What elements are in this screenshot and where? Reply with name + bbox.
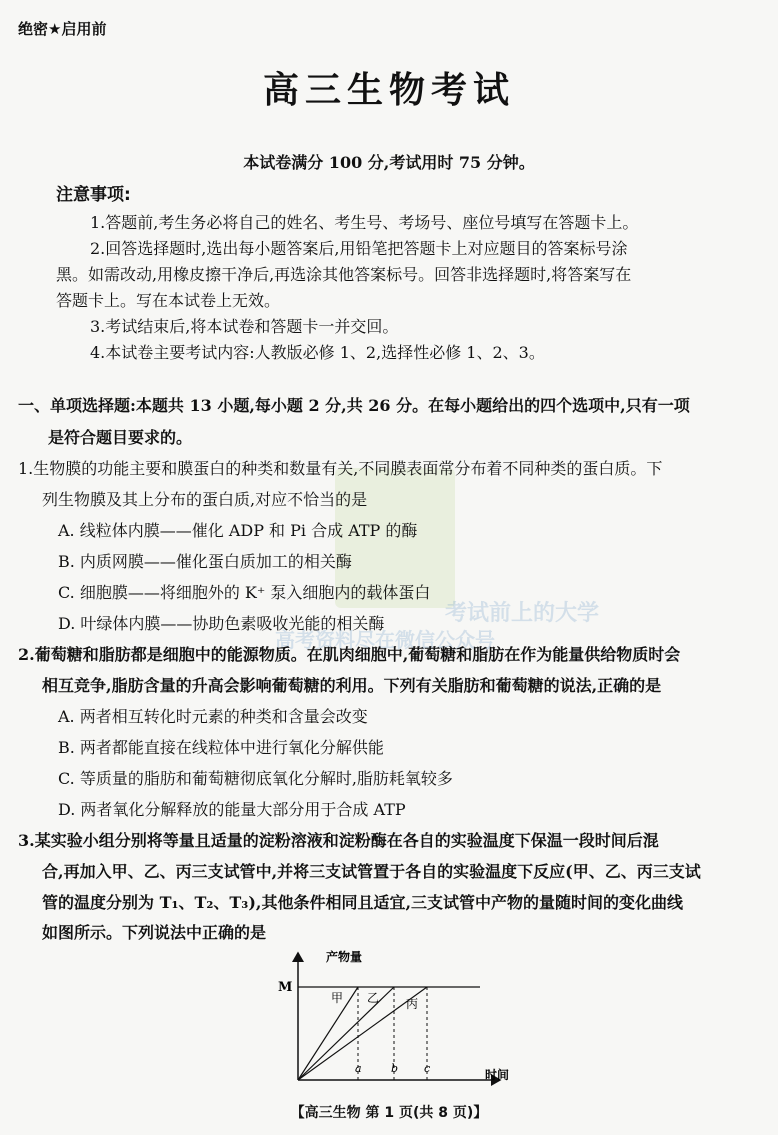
question-1-option-a: A. 线粒体内膜——催化 ADP 和 Pi 合成 ATP 的酶: [58, 521, 418, 540]
question-2-option-c: C. 等质量的脂肪和葡萄糖彻底氧化分解时,脂肪耗氧较多: [58, 769, 453, 788]
notice-item: 答题卡上。写在本试卷上无效。: [56, 291, 281, 310]
section-heading: 一、单项选择题:本题共 13 小题,每小题 2 分,共 26 分。在每小题给出的四个选项中,只有一项: [18, 396, 690, 415]
question-3-stem: 如图所示。下列说法中正确的是: [42, 923, 267, 942]
tick-label-c: c: [424, 1062, 431, 1075]
page-title: 高三生物考试: [262, 70, 515, 111]
product-time-figure: [270, 945, 530, 1090]
notice-item: 4.本试卷主要考试内容:人教版必修 1、2,选择性必修 1、2、3。: [90, 343, 545, 362]
notice-item: 3.考试结束后,将本试卷和答题卡一并交回。: [90, 317, 399, 336]
question-2-option-a: A. 两者相互转化时元素的种类和含量会改变: [58, 707, 368, 726]
exam-info: 本试卷满分 100 分,考试用时 75 分钟。: [243, 153, 535, 172]
question-2-option-b: B. 两者都能直接在线粒体中进行氧化分解供能: [58, 738, 384, 757]
y-axis-label: 产物量: [326, 950, 363, 964]
page-footer: 【高三生物 第 1 页(共 8 页)】: [290, 1105, 488, 1121]
tick-label-a: a: [355, 1062, 362, 1075]
question-2-option-d: D. 两者氧化分解释放的能量大部分用于合成 ATP: [58, 800, 406, 819]
question-1-option-b: B. 内质网膜——催化蛋白质加工的相关酶: [58, 552, 352, 571]
question-1-option-d: D. 叶绿体内膜——协助色素吸收光能的相关酶: [58, 614, 385, 633]
question-2-stem: 相互竞争,脂肪含量的升高会影响葡萄糖的利用。下列有关脂肪和葡萄糖的说法,正确的是: [42, 676, 662, 695]
curve-yi: [298, 987, 394, 1080]
curve-label-bing: 丙: [406, 997, 419, 1011]
confidential-label: 绝密★启用前: [18, 20, 107, 38]
watermark-text: 考试前上的大学: [445, 601, 600, 626]
curve-jia: [298, 987, 358, 1080]
notice-heading: 注意事项:: [56, 185, 131, 205]
question-3-stem: 3.某实验小组分别将等量且适量的淀粉溶液和淀粉酶在各自的实验温度下保温一段时间后混: [18, 831, 659, 850]
tick-label-b: b: [391, 1062, 399, 1075]
section-heading-cont: 是符合题目要求的。: [48, 428, 193, 447]
question-2-stem: 2.葡萄糖和脂肪都是细胞中的能源物质。在肌肉细胞中,葡萄糖和脂肪在作为能量供给物质时会: [18, 645, 681, 664]
question-3-stem: 管的温度分别为 T₁、T₂、T₃),其他条件相同且适宜,三支试管中产物的量随时间的变化曲线: [42, 893, 684, 912]
question-1-stem: 1.生物膜的功能主要和膜蛋白的种类和数量有关,不同膜表面常分布着不同种类的蛋白质。下: [18, 459, 663, 478]
question-1-option-c: C. 细胞膜——将细胞外的 K⁺ 泵入细胞内的载体蛋白: [58, 583, 431, 602]
curve-label-jia: 甲: [331, 991, 344, 1005]
curve-label-yi: 乙: [367, 991, 380, 1005]
watermark-text: 高考资料尽在微信公众号: [275, 628, 495, 652]
notice-item: 2.回答选择题时,选出每小题答案后,用铅笔把答题卡上对应题目的答案标号涂: [90, 239, 628, 258]
notice-item: 1.答题前,考生务必将自己的姓名、考生号、考场号、座位号填写在答题卡上。: [90, 213, 639, 232]
x-axis-label: 时间: [485, 1068, 510, 1082]
question-3-stem: 合,再加入甲、乙、丙三支试管中,并将三支试管置于各自的实验温度下反应(甲、乙、丙三支试: [42, 862, 701, 881]
notice-item: 黑。如需改动,用橡皮擦干净后,再选涂其他答案标号。回答非选择题时,将答案写在: [56, 265, 632, 284]
m-label: M: [278, 980, 293, 995]
question-1-stem: 列生物膜及其上分布的蛋白质,对应不恰当的是: [42, 490, 368, 509]
